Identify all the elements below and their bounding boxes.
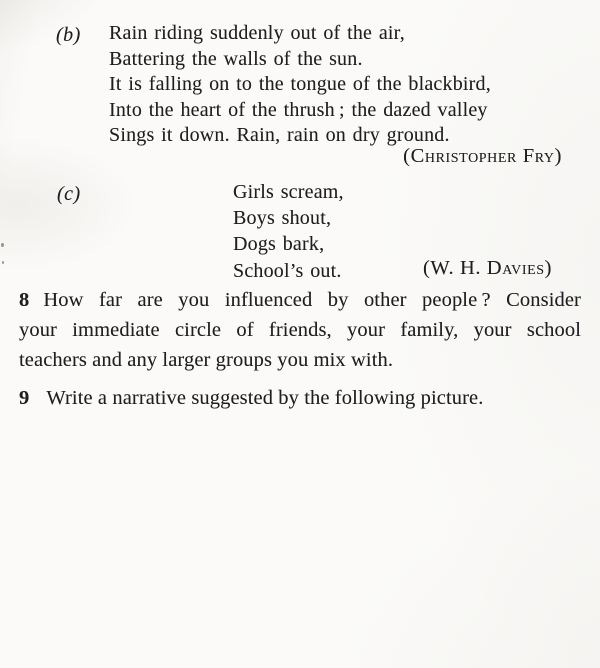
question-9-text: Write a narrative suggested by the following picture. (46, 387, 484, 409)
poem-b-stanza (109, 21, 491, 149)
poem-c-line-3: Dogs bark, (233, 233, 325, 256)
scan-speck (1, 243, 4, 247)
poem-b-line-1: Rain riding suddenly out of the air, (109, 22, 405, 44)
poem-b-line-5: Sings it down. Rain, rain on dry ground. (109, 124, 450, 147)
question-9 (19, 384, 581, 414)
poem-b-marker: (b) (56, 24, 81, 46)
poem-c-marker: (c) (57, 183, 81, 205)
question-8 (19, 286, 581, 375)
poem-c-line-2: Boys shout, (233, 207, 332, 230)
question-8-number: 8 (19, 289, 30, 311)
poem-c-line-4: School’s out. (233, 259, 342, 282)
question-8-line-1 (19, 286, 581, 316)
question-8-text-line-1: How far are you influenced by other people ? Consider (43, 289, 581, 311)
poem-b-line-2: Battering the walls of the sun. (109, 47, 363, 70)
question-8-line-2: your immediate circle of friends, your family, your school (19, 318, 581, 341)
scan-speck (2, 261, 4, 264)
poem-b-line-4: Into the heart of the thrush ; the dazed valley (109, 98, 488, 121)
poem-c-stanza (233, 179, 344, 284)
question-9-number: 9 (19, 387, 30, 409)
question-8-line-3: teachers and any larger groups you mix with. (19, 348, 394, 371)
poem-c-line-1: Girls scream, (233, 181, 344, 203)
poem-b-attribution: (Christopher Fry) (403, 145, 562, 167)
poem-c-attribution: (W. H. Davies) (423, 257, 553, 279)
poem-b-line-3: It is falling on to the tongue of the blackbird, (109, 73, 491, 96)
